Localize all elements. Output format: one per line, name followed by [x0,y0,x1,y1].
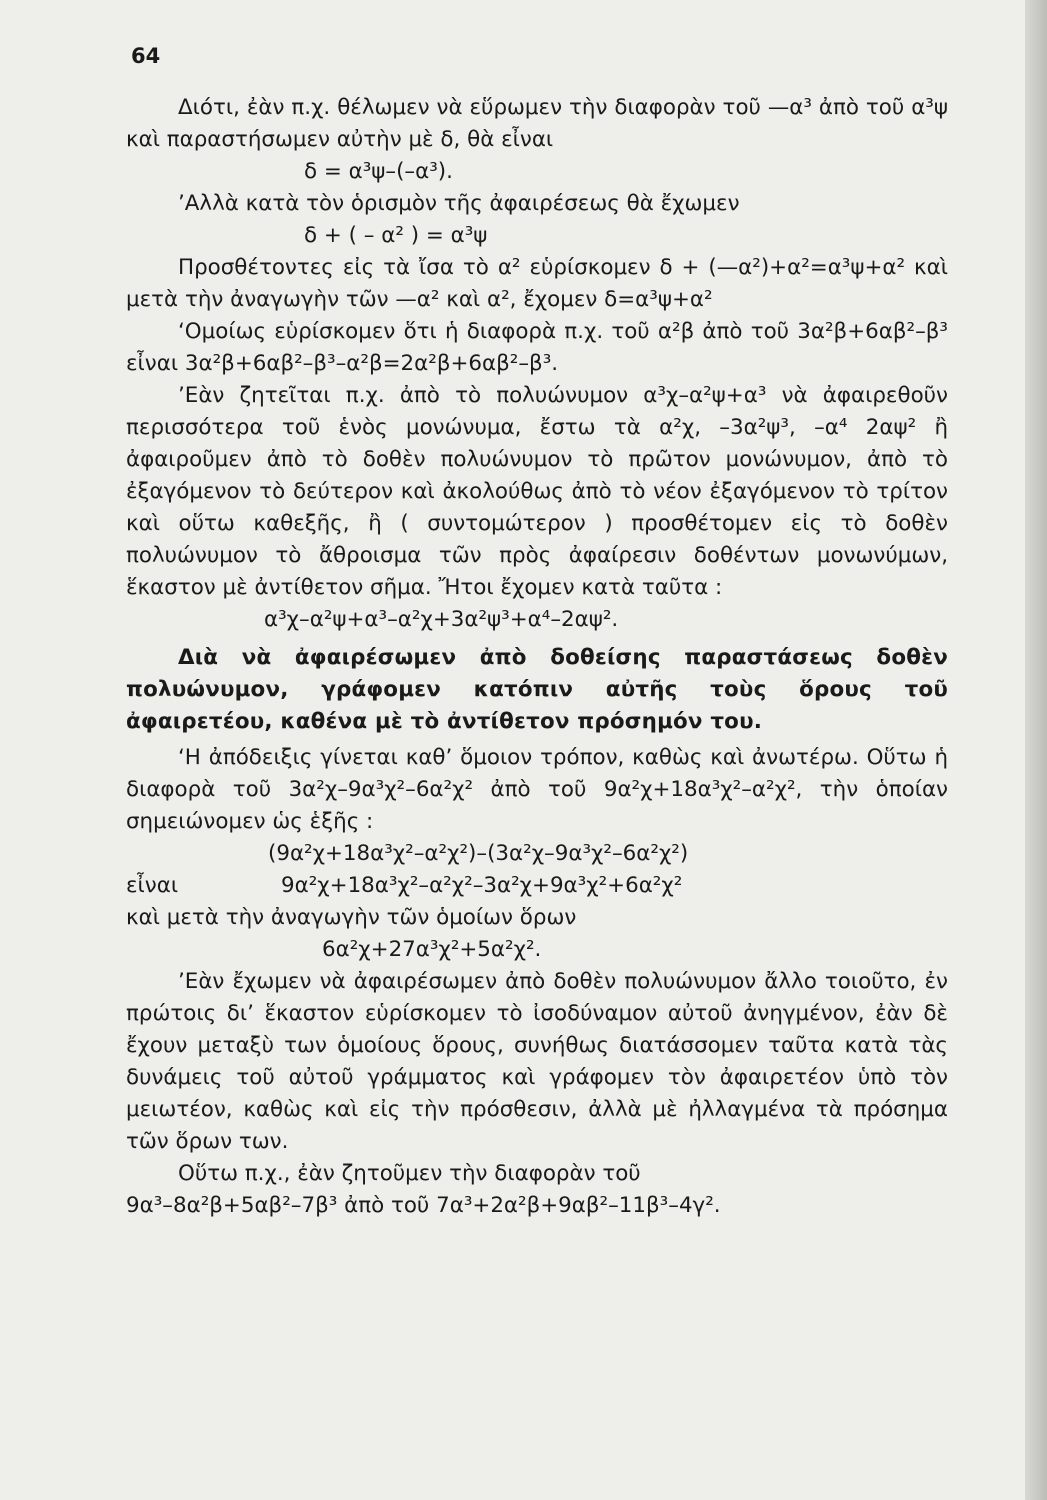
paragraph-adding-equals: Προσθέτοντες εἰς τὰ ἴσα τὸ α² εὑρίσκομεν δ + (—α²)+α²=α³ψ+α² καὶ μετὰ τὴν ἀναγωγὴν τῶν —α² καὶ α², ἔχομεν δ=α³ψ+α² [126,255,948,312]
book-spine-shadow [1025,0,1047,1500]
rule-statement-bold: Διὰ νὰ ἀφαιρέσωμεν ἀπὸ δοθείσης παραστάσεως δοθὲν πολυώνυμον, γράφομεν κατόπιν αὐτῆς τοὺς ὅρους τοῦ ἀφαιρετέου, καθένα μὲ τὸ ἀντίθετον πρόσημόν του. [126,645,948,734]
equation-monomials-result: α³χ–α²ψ+α³–α²χ+3α²ψ³+α⁴–2αψ². [264,607,619,632]
equation-polynomial-difference: (9α²χ+18α³χ²–α²χ²)–(3α²χ–9α³χ²–6α²χ²) [268,841,689,866]
equation-delta-definition: δ = α³ψ–(–α³). [304,159,453,184]
paragraph-subtraction-definition: ’Αλλὰ κατὰ τὸν ὁρισμὸν τῆς ἀφαιρέσεως θὰ ἔχωμεν [178,191,740,216]
paragraph-reduction: καὶ μετὰ τὴν ἀναγωγὴν τῶν ὁμοίων ὅρων [126,905,577,930]
equation-label: εἶναι [126,873,179,898]
page-number: 64 [131,44,161,68]
page-body [126,92,948,1222]
paragraph-example-intro: Οὕτω π.χ., ἐὰν ζητοῦμεν τὴν διαφορὰν τοῦ [178,1161,641,1186]
paragraph-similarly: ‘Ομοίως εὑρίσκομεν ὅτι ἡ διαφορὰ π.χ. τοῦ α²β ἀπὸ τοῦ 3α²β+6αβ²–β³ εἶναι 3α²β+6αβ²–β³–α²β=2α²β+6αβ²–β³. [126,319,948,376]
paragraph-general-method: ’Εὰν ἔχωμεν νὰ ἀφαιρέσωμεν ἀπὸ δοθὲν πολυώνυμον ἄλλο τοιοῦτο, ἐν πρώτοις δι’ ἕκαστον εὑρίσκομεν τὸ ἰσοδύναμον αὐτοῦ ἀνηγμένον, ἐὰν δὲ ἔχουν μεταξὺ των ὁμοίους ὅρους, συνήθως διατάσσομεν ταῦτα κατὰ τὰς δυνάμεις τοῦ αὐτοῦ γράμματος καὶ γράφομεν τὸν ἀφαιρετέον ὑπὸ τὸν μειωτέον, καθὼς καὶ εἰς τὴν πρόσθεσιν, ἀλλὰ μὲ ἠλλαγμένα τὰ πρόσημα τῶν ὅρων των. [126,969,948,1154]
paragraph-proof: ‘Η ἀπόδειξις γίνεται καθ’ ὅμοιον τρόπον, καθὼς καὶ ἀνωτέρω. Οὕτω ἡ διαφορὰ τοῦ 3α²χ–9α³χ²–6α²χ² ἀπὸ τοῦ 9α²χ+18α³χ²–α²χ², τὴν ὁποίαν σημειώνομεν ὡς ἑξῆς : [126,745,948,834]
paragraph-multiple-monomials: ’Εὰν ζητεῖται π.χ. ἀπὸ τὸ πολυώνυμον α³χ–α²ψ+α³ νὰ ἀφαιρεθοῦν περισσότερα τοῦ ἑνὸς μονώνυμα, ἔστω τὰ α²χ, –3α²ψ³, –α⁴ 2αψ² ἢ ἀφαιροῦμεν ἀπὸ τὸ δοθὲν πολυώνυμον τὸ πρῶτον μονώνυμον, ἀπὸ τὸ ἐξαγόμενον τὸ δεύτερον καὶ ἀκολούθως ἀπὸ τὸ νέον ἐξαγόμενον τὸ τρίτον καὶ οὕτω καθεξῆς, ἢ ( συντομώτερον ) προσθέτομεν εἰς τὸ δοθὲν πολυώνυμον τὸ ἄθροισμα τῶν πρὸς ἀφαίρεσιν δοθέντων μονωνύμων, ἕκαστον μὲ ἀντίθετον σῆμα. Ἤτοι ἔχομεν κατὰ ταῦτα : [126,383,948,600]
paragraph-difference-example: Διότι, ἐὰν π.χ. θέλωμεν νὰ εὕρωμεν τὴν διαφορὰν τοῦ —α³ ἀπὸ τοῦ α³ψ καὶ παραστήσωμεν αὐτὴν μὲ δ, θὰ εἶναι [126,95,948,152]
equation-delta-sum: δ + ( – α² ) = α³ψ [304,223,488,248]
equation-row-result [126,870,948,902]
equation-expanded: 9α²χ+18α³χ²–α²χ²–3α²χ+9α³χ²+6α²χ² [281,873,683,898]
equation-final-example: 9α³–8α²β+5αβ²–7β³ ἀπὸ τοῦ 7α³+2α²β+9αβ²–11β³–4γ². [126,1193,721,1218]
equation-reduced: 6α²χ+27α³χ²+5α²χ². [322,937,542,962]
